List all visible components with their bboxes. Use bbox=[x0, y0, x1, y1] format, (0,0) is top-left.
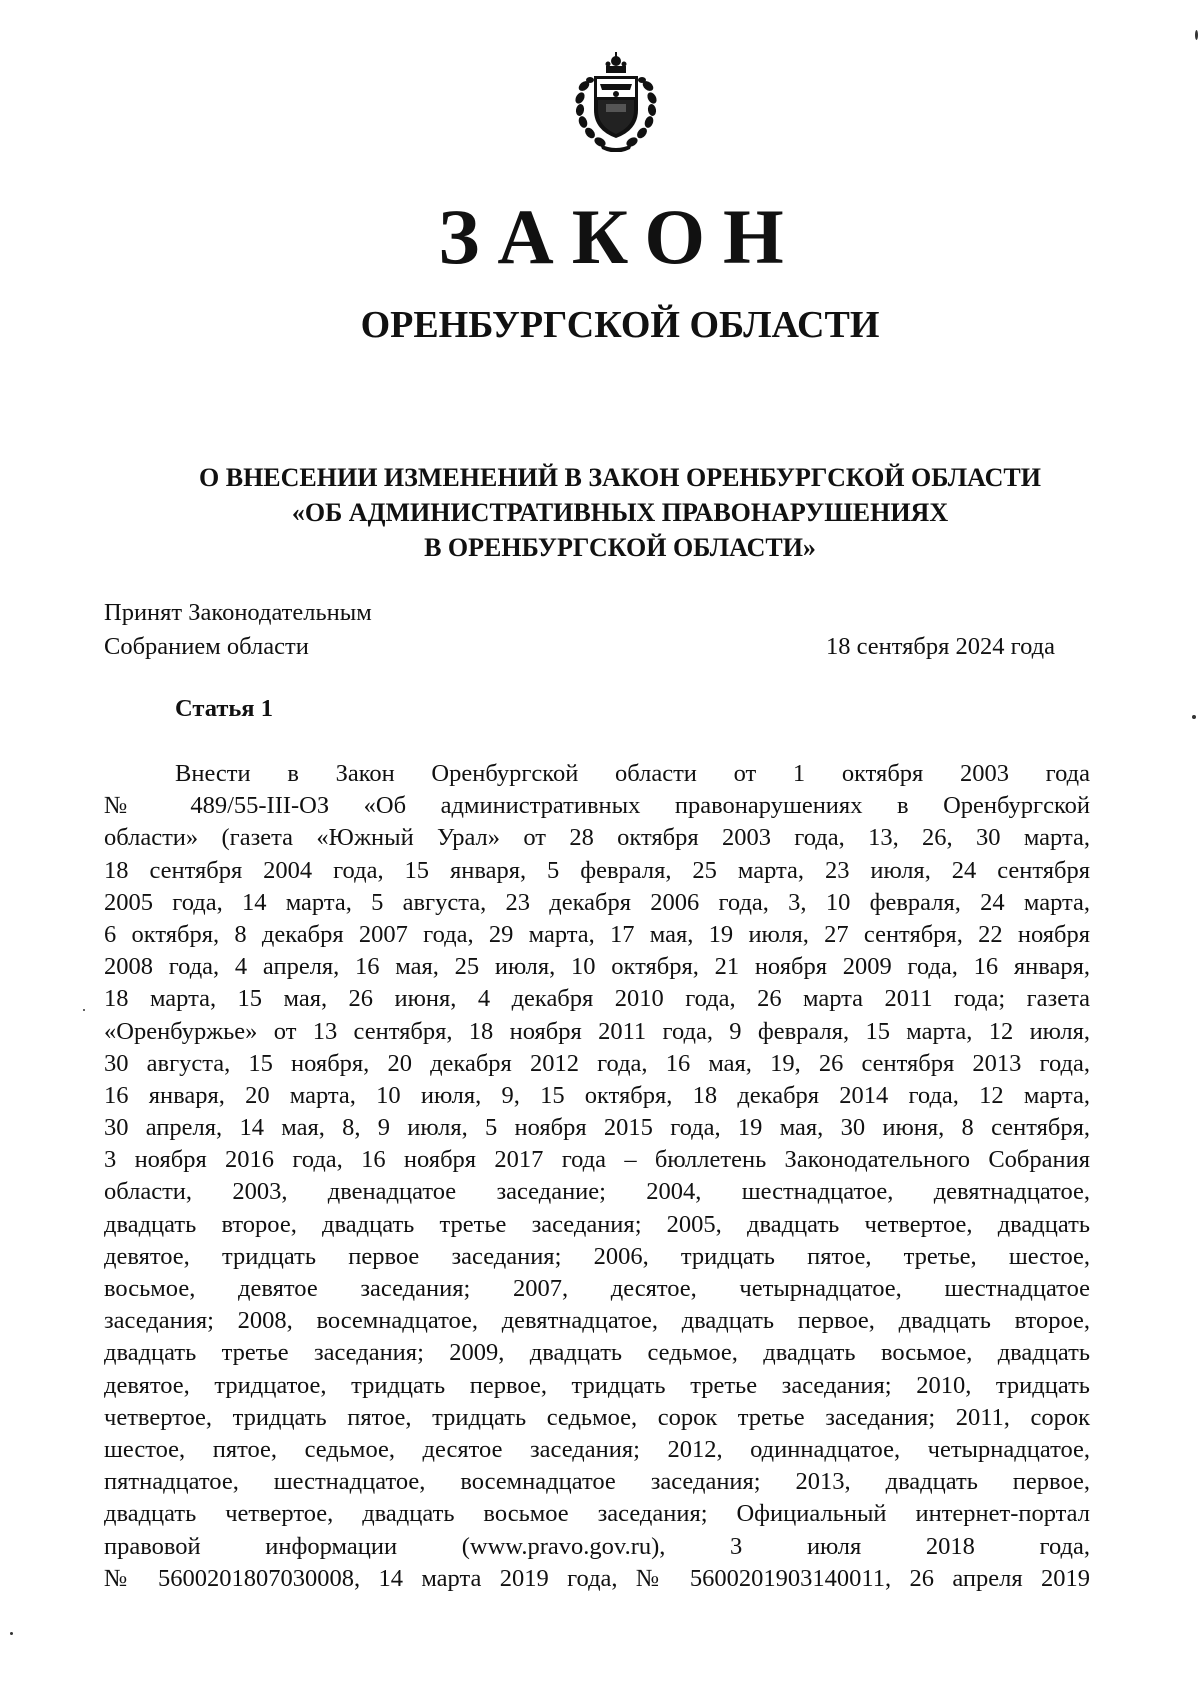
body-line: 6 октября, 8 декабря 2007 года, 29 марта, 17 мая, 19 июля, 27 сентября, 22 ноября bbox=[104, 920, 1090, 948]
body-line: 2005 года, 14 марта, 5 августа, 23 декабря 2006 года, 3, 10 февраля, 24 марта, bbox=[104, 888, 1090, 916]
adoption-note bbox=[104, 596, 372, 664]
body-line: восьмое, девятое заседания; 2007, десятое, четырнадцатое, шестнадцатое bbox=[104, 1275, 1090, 1302]
scan-speck bbox=[1192, 715, 1196, 719]
body-line: четвертое, тридцать пятое, тридцать седьмое, сорок третье заседания; 2011, сорок bbox=[104, 1403, 1090, 1431]
coat-of-arms-emblem bbox=[570, 52, 662, 152]
body-line: девятое, тридцатое, тридцать первое, тридцать третье заседания; 2010, тридцать bbox=[104, 1371, 1090, 1399]
body-line: № 5600201807030008, 14 марта 2019 года, № 5600201903140011, 26 апреля 2019 bbox=[104, 1564, 1090, 1592]
scan-speck bbox=[1195, 30, 1198, 40]
body-line: области, 2003, двенадцатое заседание; 2004, шестнадцатое, девятнадцатое, bbox=[104, 1178, 1090, 1206]
body-line: «Оренбуржье» от 13 сентября, 18 ноября 2011 года, 9 февраля, 15 марта, 12 июля, bbox=[104, 1017, 1090, 1045]
heading-line: В ОРЕНБУРГСКОЙ ОБЛАСТИ» bbox=[424, 533, 816, 562]
body-line: № 489/55-III-ОЗ «Об административных правонарушениях в Оренбургской bbox=[104, 792, 1090, 820]
body-line: шестое, пятое, седьмое, десятое заседания; 2012, одиннадцатое, четырнадцатое, bbox=[104, 1435, 1090, 1463]
body-line: пятнадцатое, шестнадцатое, восемнадцатое заседания; 2013, двадцать первое, bbox=[104, 1468, 1090, 1496]
body-line: 3 ноября 2016 года, 16 ноября 2017 года – бюллетень Законодательного Собрания bbox=[104, 1146, 1090, 1174]
body-line: 30 августа, 15 ноября, 20 декабря 2012 года, 16 мая, 19, 26 сентября 2013 года, bbox=[104, 1049, 1090, 1077]
body-line: 16 января, 20 марта, 10 июля, 9, 15 октября, 18 декабря 2014 года, 12 марта, bbox=[104, 1081, 1090, 1109]
law-heading bbox=[0, 460, 1200, 565]
scan-speck bbox=[10, 1632, 13, 1635]
body-line: 18 марта, 15 мая, 26 июня, 4 декабря 2010 года, 26 марта 2011 года; газета bbox=[104, 985, 1090, 1013]
adoption-line: Собранием области bbox=[104, 633, 309, 660]
body-line: двадцать второе, двадцать третье заседания; 2005, двадцать четвертое, двадцать bbox=[104, 1210, 1090, 1238]
body-line: двадцать третье заседания; 2009, двадцать седьмое, двадцать восьмое, двадцать bbox=[104, 1339, 1090, 1367]
body-line: 18 сентября 2004 года, 15 января, 5 февраля, 25 марта, 23 июля, 24 сентября bbox=[104, 856, 1090, 884]
heading-line: «ОБ АДМИНИСТРАТИВНЫХ ПРАВОНАРУШЕНИЯХ bbox=[291, 498, 949, 527]
body-line: 2008 года, 4 апреля, 16 мая, 25 июля, 10 октября, 21 ноября 2009 года, 16 января, bbox=[104, 953, 1090, 981]
body-line: Внести в Закон Оренбургской области от 1 октября 2003 года bbox=[175, 760, 1090, 787]
body-line: правовой информации (www.pravo.gov.ru), 3 июля 2018 года, bbox=[104, 1532, 1090, 1560]
adoption-line: Принят Законодательным bbox=[104, 599, 372, 626]
document-region: ОРЕНБУРГСКОЙ ОБЛАСТИ bbox=[360, 304, 880, 346]
body-line: заседания; 2008, восемнадцатое, девятнадцатое, двадцать первое, двадцать второе, bbox=[104, 1307, 1090, 1335]
body-line: области» (газета «Южный Урал» от 28 октября 2003 года, 13, 26, 30 марта, bbox=[104, 824, 1090, 852]
article-body bbox=[104, 758, 1090, 1595]
heading-line: О ВНЕСЕНИИ ИЗМЕНЕНИЙ В ЗАКОН ОРЕНБУРГСКОЙ ОБЛАСТИ bbox=[199, 463, 1041, 492]
body-line: 30 апреля, 14 мая, 8, 9 июля, 5 ноября 2015 года, 19 мая, 30 июня, 8 сентября, bbox=[104, 1114, 1090, 1142]
body-line: девятое, тридцать первое заседания; 2006, тридцать пятое, третье, шестое, bbox=[104, 1242, 1090, 1270]
article-title: Статья 1 bbox=[175, 695, 273, 722]
body-line: двадцать четвертое, двадцать восьмое заседания; Официальный интернет-портал bbox=[104, 1500, 1090, 1528]
scan-speck bbox=[83, 1009, 85, 1011]
document-title: ЗАКОН bbox=[438, 193, 802, 280]
adoption-date: 18 сентября 2024 года bbox=[826, 633, 1055, 660]
